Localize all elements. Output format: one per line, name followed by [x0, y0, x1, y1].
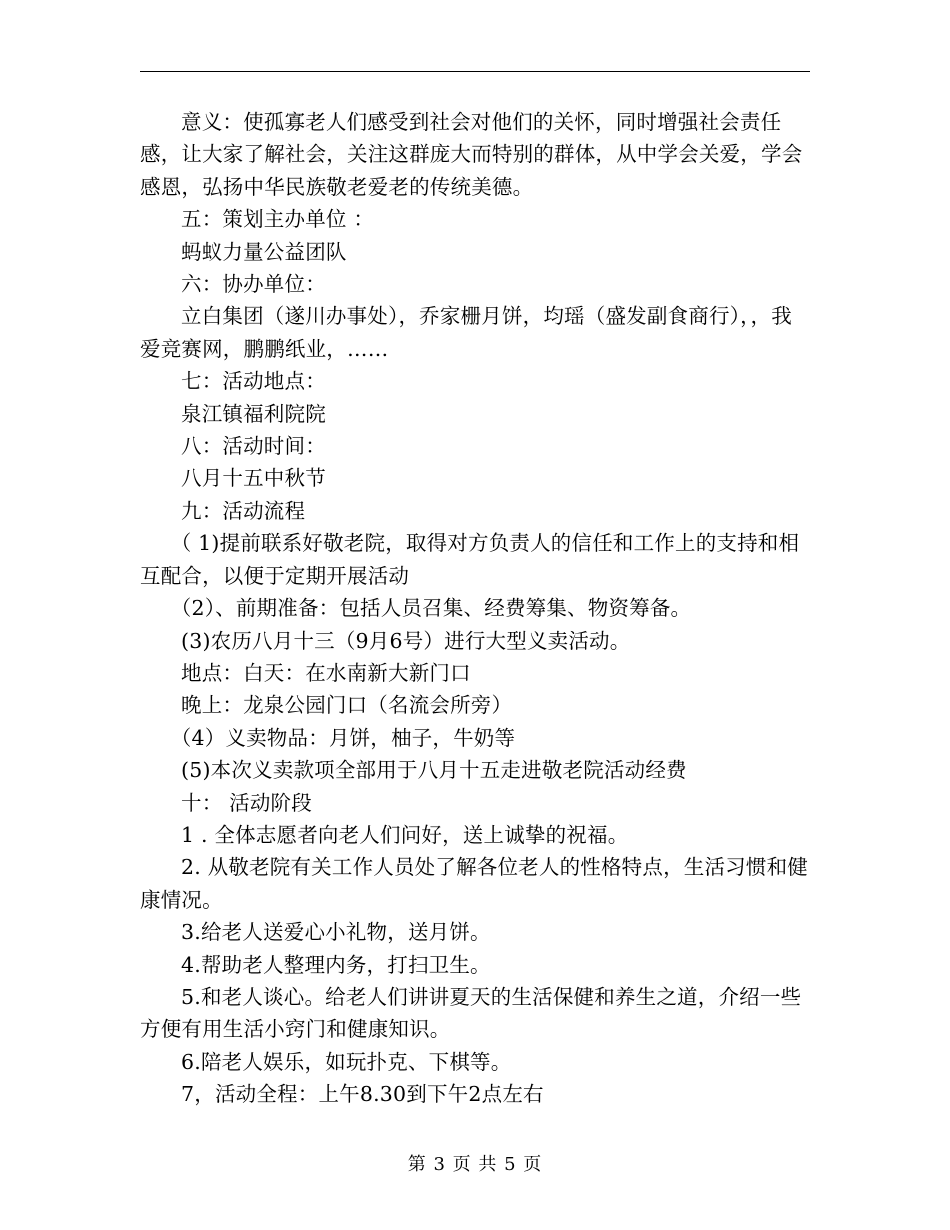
paragraph-stage-heading: 十： 活动阶段	[181, 790, 312, 815]
paragraph-stage-1: 1 . 全体志愿者向老人们问好，送上诚挚的祝福。	[181, 822, 629, 847]
paragraph-process-step-3: (3)农历八月十三（9月6号）进行大型义卖活动。	[181, 628, 631, 653]
paragraph-evening-location: 晚上：龙泉公园门口（名流会所旁）	[181, 693, 513, 718]
paragraph-process-step-1: （ 1)提前联系好敬老院，取得对方负责人的信任和工作上的支持和相互配合，以便于定期开展活动	[140, 531, 800, 588]
paragraph-process-step-4: （4）义卖物品：月饼，柚子，牛奶等	[170, 725, 516, 750]
header-rule	[140, 71, 810, 72]
paragraph-stage-5: 5.和老人谈心。给老人们讲讲夏天的生活保健和养生之道，介绍一些方便有用生活小窍门和健康知识。	[140, 984, 802, 1042]
paragraph-process-step-5: (5)本次义卖款项全部用于八月十五走进敬老院活动经费	[181, 758, 687, 783]
paragraph-coorganizers: 立白集团（遂川办事处），乔家栅月饼，均瑶（盛发副食商行），，我爱竞赛网，鹏鹏纸业，……	[140, 304, 792, 361]
page-number-footer: 第 3 页 共 5 页	[407, 1154, 543, 1175]
paragraph-time: 八月十五中秋节	[181, 466, 326, 491]
paragraph-stage-7: 7，活动全程：上午8.30到下午2点左右	[181, 1082, 544, 1107]
paragraph-organizer: 蚂蚁力量公益团队	[181, 239, 347, 264]
paragraph-location-heading: 七：活动地点：	[181, 369, 326, 394]
paragraph-significance: 意义：使孤寡老人们感受到社会对他们的关怀，同时增强社会责任感，让大家了解社会，关注这群庞大而特别的群体，从中学会关爱，学会感恩，弘扬中华民族敬老爱老的传统美德。	[140, 110, 803, 199]
paragraph-organizer-heading: 五：策划主办单位 ：	[181, 207, 375, 232]
paragraph-process-heading: 九：活动流程	[181, 498, 306, 523]
document-body	[140, 106, 810, 1111]
paragraph-location: 泉江镇福利院院	[181, 401, 326, 426]
paragraph-stage-3: 3.给老人送爱心小礼物，送月饼。	[181, 920, 491, 945]
paragraph-process-step-2: （2）、前期准备：包括人员召集、经费筹集、物资筹备。	[170, 596, 692, 621]
paragraph-stage-6: 6.陪老人娱乐，如玩扑克、下棋等。	[181, 1049, 512, 1074]
paragraph-daytime-location: 地点：白天：在水南新大新门口	[181, 660, 471, 685]
paragraph-coorganizer-heading: 六：协办单位：	[181, 272, 326, 297]
paragraph-time-heading: 八：活动时间：	[181, 434, 326, 459]
paragraph-stage-2: 2. 从敬老院有关工作人员处了解各位老人的性格特点，生活习惯和健康情况。	[140, 855, 808, 912]
paragraph-stage-4: 4.帮助老人整理内务，打扫卫生。	[181, 952, 491, 977]
